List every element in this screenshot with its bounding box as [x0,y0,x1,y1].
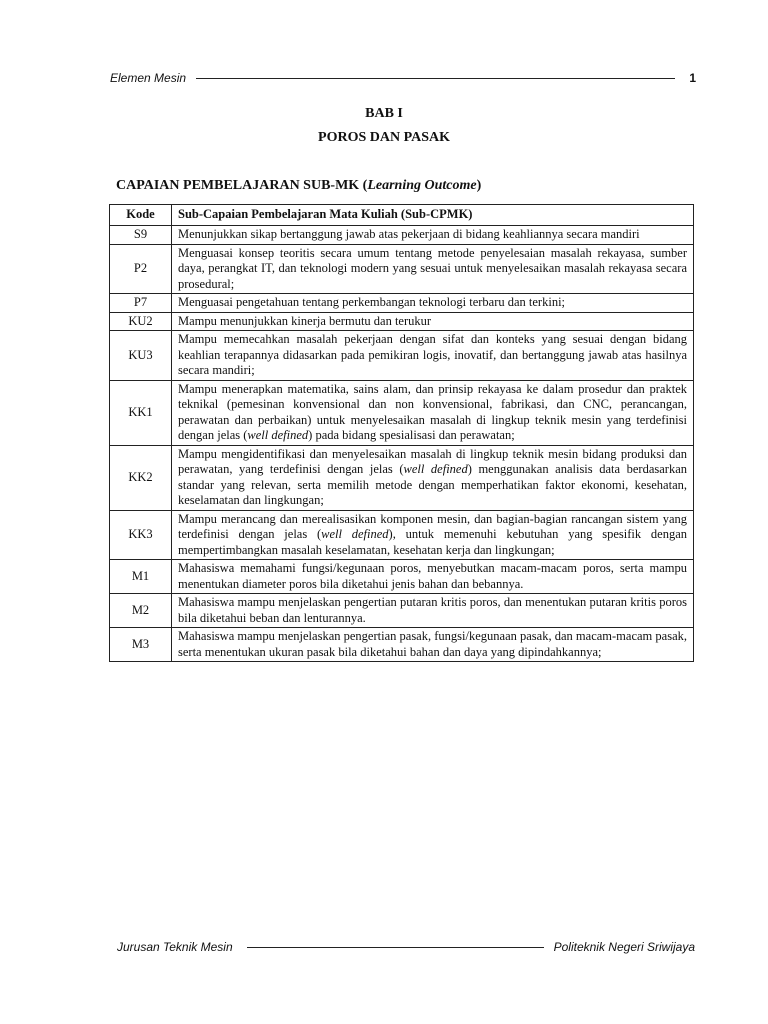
row-code: P2 [110,244,172,294]
row-code: KK3 [110,510,172,560]
table-row [110,628,694,662]
row-desc [172,380,694,445]
footer-rule [247,947,544,948]
learning-outcome-table [109,204,694,662]
row-desc-part: ) menggunakan analisis data berdasarkan standar yang relevan, serta memilih metode dengan memperhatikan faktor ekonomi, kesehatan, keselamatan dan lingkungan; [178,462,687,507]
row-desc-italic: well defined [247,428,309,442]
chapter-title: POROS DAN PASAK [318,130,450,145]
section-heading [116,178,481,194]
page-footer [117,938,695,956]
table-row [110,594,694,628]
page-header [110,68,696,88]
section-heading-italic: Learning Outcome [367,178,477,193]
table-row [110,226,694,245]
row-code: S9 [110,226,172,245]
row-desc-italic: well defined [403,462,468,476]
row-desc: Mampu memecahkan masalah pekerjaan dengan sifat dan konteks yang sesuai dengan bidang keahlian terapannya didasarkan pada pemikiran logis, inovatif, dan bertanggung jawab atas hasilnya secara mandiri; [172,331,694,381]
table-row [110,560,694,594]
row-code: M1 [110,560,172,594]
page-number: 1 [689,71,696,85]
footer-right-text: Politeknik Negeri Sriwijaya [553,940,695,954]
row-desc-italic: well defined [321,527,389,541]
row-desc: Mampu menunjukkan kinerja bermutu dan terukur [172,312,694,331]
row-code: P7 [110,294,172,313]
row-desc: Menunjukkan sikap bertanggung jawab atas pekerjaan di bidang keahliannya secara mandiri [172,226,694,245]
table-header-row [110,205,694,226]
row-code: KU2 [110,312,172,331]
table-row [110,510,694,560]
row-desc: Mahasiswa memahami fungsi/kegunaan poros, menyebutkan macam-macam poros, serta mampu menentukan diameter poros bila diketahui jenis bahan dan bebannya. [172,560,694,594]
row-desc-part: Mampu menerapkan matematika, sains alam, dan prinsip rekayasa ke dalam prosedur dan praktek teknikal (pemesinan konvensional dan non konvensional, fabrikasi, dan CNC, perancangan, perawatan dan perbaikan) untuk menyelesaikan masalah di lingkup teknik mesin yang terdefinisi dengan jelas ( [178,381,687,442]
table-row [110,331,694,381]
row-desc: Mahasiswa mampu menjelaskan pengertian putaran kritis poros, dan menentukan putaran kritis poros bila diketahui beban dan lenturannya. [172,594,694,628]
row-desc [172,445,694,510]
row-code: M3 [110,628,172,662]
table-row [110,244,694,294]
table-row [110,312,694,331]
row-desc: Menguasai pengetahuan tentang perkembangan teknologi terbaru dan terkini; [172,294,694,313]
chapter-label: BAB I [365,106,403,121]
header-rule [196,78,675,79]
section-heading-text: CAPAIAN PEMBELAJARAN SUB-MK ( [116,178,368,193]
header-left-text: Elemen Mesin [110,71,187,85]
table-row [110,294,694,313]
row-desc: Menguasai konsep teoritis secara umum tentang metode penyelesaian masalah rekayasa, sumber daya, perangkat IT, dan teknologi modern yang sesuai untuk menyelesaikan masalah rekayasa secara prosedural; [172,244,694,294]
footer-left-text: Jurusan Teknik Mesin [117,940,233,954]
row-code: M2 [110,594,172,628]
column-header-desc: Sub-Capaian Pembelajaran Mata Kuliah (Sub-CPMK) [172,205,694,226]
row-code: KK1 [110,380,172,445]
table-row [110,380,694,445]
row-desc-part: Mampu merancang dan merealisasikan komponen mesin, dan bagian-bagian rancangan sistem yang terdefinisi dengan jelas ( [178,511,687,541]
row-desc: Mahasiswa mampu menjelaskan pengertian pasak, fungsi/kegunaan pasak, dan macam-macam pasak, serta menentukan ukuran pasak bila diketahui bahan dan daya yang dipindahkannya; [172,628,694,662]
section-heading-close: ) [476,178,482,193]
row-code: KK2 [110,445,172,510]
row-desc-part: ), untuk memenuhi kebutuhan yang spesifik dengan mempertimbangkan masalah keselamatan, kesehatan kerja dan lingkungan; [178,527,687,557]
row-desc [172,510,694,560]
column-header-code: Kode [110,205,172,226]
table-row [110,445,694,510]
row-desc-part: ) pada bidang spesialisasi dan perawatan; [308,428,515,442]
row-code: KU3 [110,331,172,381]
row-desc-part: Mampu mengidentifikasi dan menyelesaikan masalah di lingkup teknik mesin bidang produksi dan perawatan, yang terdefinisi dengan jelas ( [178,446,687,476]
